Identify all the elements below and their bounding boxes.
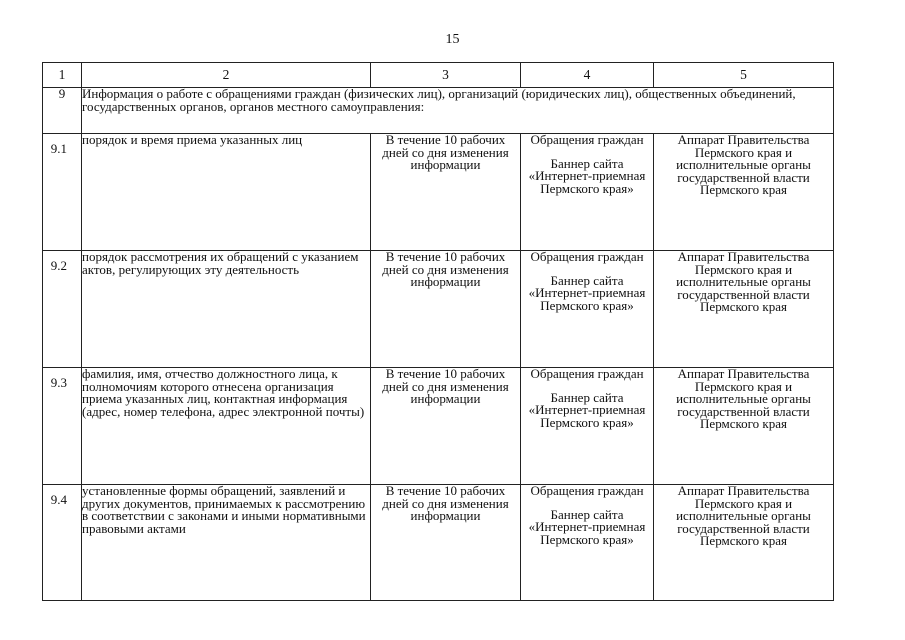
- row-responsible: Аппарат Правительства Пермского края и исполнительные органы государственной власти Пермского края: [654, 368, 834, 485]
- table-row: [43, 368, 834, 485]
- table-row: [43, 485, 834, 601]
- row-placement-banner: Баннер сайта «Интернет-приемная Пермского края»: [528, 272, 646, 313]
- row-placement: [521, 251, 654, 368]
- column-number-cell: 1: [43, 63, 82, 88]
- row-placement-banner: Баннер сайта «Интернет-приемная Пермского края»: [528, 506, 646, 547]
- row-information-name: установленные формы обращений, заявлений и других документов, принимаемых к рассмотрению в соответствии с законами и иными нормативными правовыми актами: [82, 485, 371, 601]
- row-number: 9.4: [43, 485, 82, 601]
- page-number: 15: [445, 32, 460, 47]
- row-update-term: В течение 10 рабочих дней со дня изменения информации: [371, 251, 521, 368]
- row-number: 9.1: [43, 134, 82, 251]
- row-responsible: Аппарат Правительства Пермского края и исполнительные органы государственной власти Пермского края: [654, 134, 834, 251]
- column-number-cell: 4: [521, 63, 654, 88]
- row-placement-banner: Баннер сайта «Интернет-приемная Пермского края»: [528, 155, 646, 196]
- row-responsible: Аппарат Правительства Пермского края и исполнительные органы государственной власти Пермского края: [654, 485, 834, 601]
- table-row: [43, 251, 834, 368]
- section-number: 9: [43, 88, 82, 134]
- row-placement-section: Обращения граждан: [530, 366, 644, 381]
- row-information-name: фамилия, имя, отчество должностного лица, к полномочиям которого отнесена организация приема указанных лиц, контактная информация (адрес, номер телефона, адрес электронной почты): [82, 368, 371, 485]
- row-number: 9.2: [43, 251, 82, 368]
- table-row: [43, 134, 834, 251]
- row-placement-section: Обращения граждан: [530, 132, 644, 147]
- information-table: [42, 62, 834, 601]
- column-number-cell: 3: [371, 63, 521, 88]
- column-number-cell: 2: [82, 63, 371, 88]
- row-placement: [521, 368, 654, 485]
- row-placement: [521, 134, 654, 251]
- row-update-term: В течение 10 рабочих дней со дня изменения информации: [371, 134, 521, 251]
- row-placement-banner: Баннер сайта «Интернет-приемная Пермского края»: [528, 389, 646, 430]
- row-information-name: порядок и время приема указанных лиц: [82, 134, 371, 251]
- row-information-name: порядок рассмотрения их обращений с указанием актов, регулирующих эту деятельность: [82, 251, 371, 368]
- row-number: 9.3: [43, 368, 82, 485]
- column-number-row: [43, 63, 834, 88]
- row-placement-section: Обращения граждан: [530, 483, 644, 498]
- row-update-term: В течение 10 рабочих дней со дня изменения информации: [371, 485, 521, 601]
- section-row: [43, 88, 834, 134]
- row-placement: [521, 485, 654, 601]
- row-update-term: В течение 10 рабочих дней со дня изменения информации: [371, 368, 521, 485]
- row-placement-section: Обращения граждан: [530, 249, 644, 264]
- section-title: Информация о работе с обращениями граждан (физических лиц), организаций (юридических лиц), общественных объединений, государственных органов, органов местного самоуправления:: [82, 88, 834, 134]
- column-number-cell: 5: [654, 63, 834, 88]
- row-responsible: Аппарат Правительства Пермского края и исполнительные органы государственной власти Пермского края: [654, 251, 834, 368]
